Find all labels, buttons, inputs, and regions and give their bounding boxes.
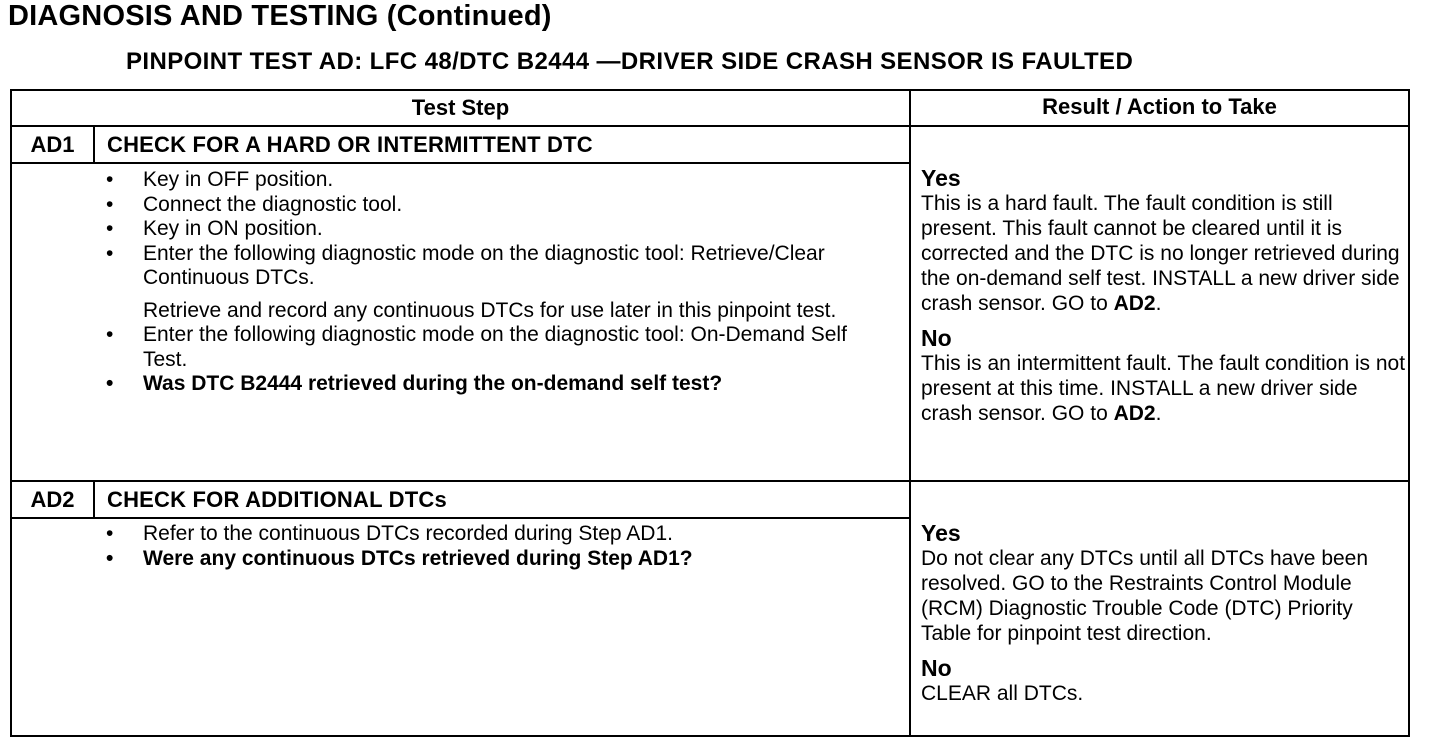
ad1-step-list: [104, 168, 894, 397]
ad2-question: • Were any continuous DTCs retrieved during Step AD1?: [104, 547, 894, 572]
ad1-question: • Was DTC B2444 retrieved during the on-demand self test?: [104, 372, 894, 397]
step-code-ad2: AD2: [30, 487, 75, 512]
list-item: • Key in OFF position.: [104, 168, 894, 193]
ad2-yes-text: Do not clear any DTCs until all DTCs have been resolved. GO to the Restraints Control Module (RCM) Diagnostic Trouble Code (DTC) Priority Table for pinpoint test direction.: [921, 547, 1369, 645]
ad2-result: [921, 521, 1407, 706]
ad1-no-text: This is an intermittent fault. The fault condition is not present at this time. INSTALL a new driver side crash sensor. GO to AD2.: [921, 352, 1406, 425]
list-item: • Refer to the continuous DTCs recorded during Step AD1.: [104, 522, 894, 547]
step-title-ad1: CHECK FOR A HARD OR INTERMITTENT DTC: [107, 132, 593, 157]
page-heading: DIAGNOSIS AND TESTING (Continued): [8, 0, 552, 32]
ad2-yes-label: Yes: [921, 520, 961, 546]
ad1-result: [921, 166, 1407, 426]
ad2-step-list: [104, 522, 894, 571]
ad1-yes-goto: AD2: [1113, 292, 1156, 315]
ad1-code-divider: [93, 125, 95, 162]
list-item: • Key in ON position.: [104, 217, 894, 242]
list-item: • Connect the diagnostic tool.: [104, 193, 894, 218]
ad2-code-divider: [93, 480, 95, 517]
header-divider: [12, 125, 1408, 127]
ad2-no-label: No: [921, 655, 952, 681]
ad1-title-underline: [12, 162, 909, 164]
ad1-yes-text: This is a hard fault. The fault condition is still present. This fault cannot be cleared until it is corrected and the DTC is no longer retrieved during the on-demand self test. INSTALL a new driver side crash sensor. GO to AD2.: [921, 192, 1400, 315]
column-divider: [909, 91, 911, 735]
step-title-ad2: CHECK FOR ADDITIONAL DTCs: [107, 487, 447, 512]
row-divider: [12, 480, 1408, 482]
ad1-yes-label: Yes: [921, 165, 961, 191]
ad1-no-goto: AD2: [1113, 402, 1156, 425]
header-test-step: Test Step: [411, 95, 510, 120]
ad2-no-text: CLEAR all DTCs.: [921, 682, 1084, 705]
ad1-note: Retrieve and record any continuous DTCs for use later in this pinpoint test.: [143, 298, 837, 322]
list-item: • Enter the following diagnostic mode on the diagnostic tool: On-Demand Self Test.: [104, 323, 894, 372]
step-code-ad1: AD1: [30, 132, 75, 157]
header-result-action: Result / Action to Take: [1042, 94, 1277, 119]
list-item: • Enter the following diagnostic mode on the diagnostic tool: Retrieve/Clear Continuous DTCs.: [104, 242, 894, 291]
ad1-no-label: No: [921, 325, 952, 351]
ad2-title-underline: [12, 517, 909, 519]
pinpoint-test-title: PINPOINT TEST AD: LFC 48/DTC B2444 —DRIVER SIDE CRASH SENSOR IS FAULTED: [126, 48, 1134, 75]
